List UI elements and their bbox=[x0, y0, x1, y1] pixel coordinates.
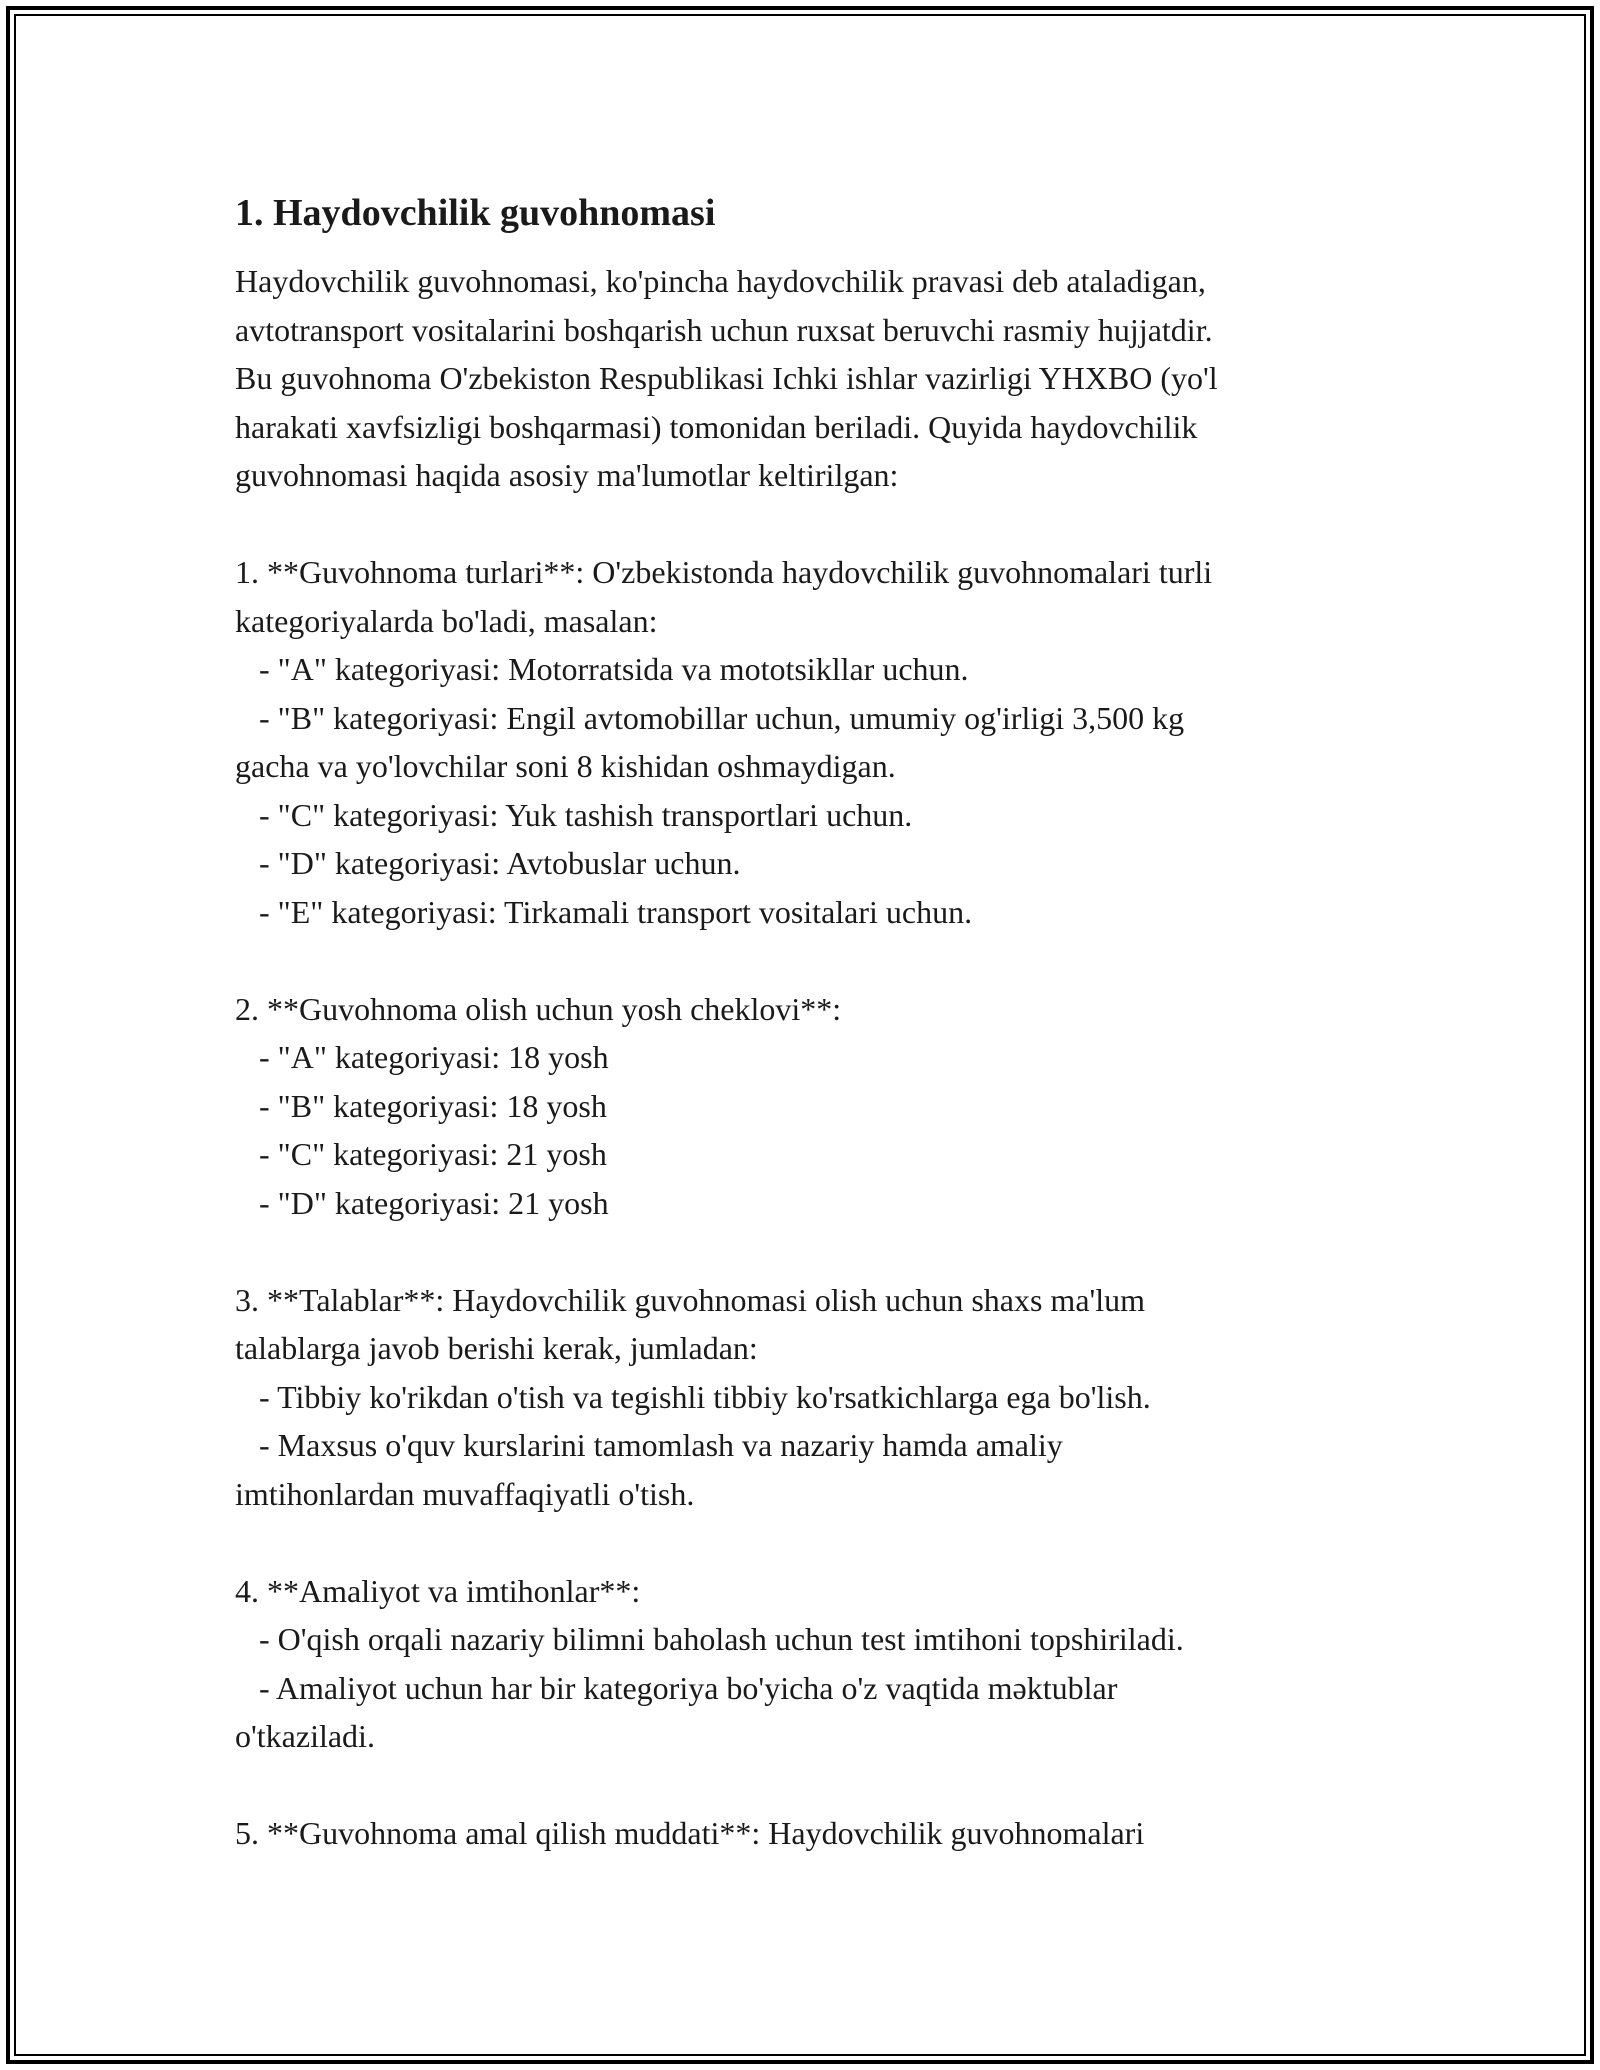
list-item: - "E" kategoriyasi: Tirkamali transport vositalari uchun. bbox=[235, 893, 973, 930]
blank-line bbox=[235, 936, 1385, 985]
intro-line: Bu guvohnoma O'zbekiston Respublikasi Ichki ishlar vazirligi YHXBO (yo'l bbox=[235, 360, 1218, 396]
section-line: 2. **Guvohnoma olish uchun yosh cheklovi**: bbox=[235, 990, 842, 1027]
numbered-section bbox=[235, 1276, 1385, 1519]
intro-line: avtotransport vositalarini boshqarish uchun ruxsat beruvchi rasmiy hujjatdir. bbox=[235, 311, 1213, 348]
section-line: talablarga javob berishi kerak, jumladan: bbox=[235, 1330, 758, 1366]
blank-line bbox=[235, 500, 1385, 549]
section-line: 1. **Guvohnoma turlari**: O'zbekistonda haydovchilik guvohnomalari turli bbox=[235, 554, 1213, 590]
document-body bbox=[235, 185, 1385, 1858]
intro-line: harakati xavfsizligi boshqarmasi) tomonidan beriladi. Quyida haydovchilik bbox=[235, 408, 1198, 445]
section-line: 4. **Amaliyot va imtihonlar**: bbox=[235, 1572, 641, 1609]
intro-line: Haydovchilik guvohnomasi, ko'pincha haydovchilik pravasi deb ataladigan, bbox=[235, 263, 1206, 299]
sections-list bbox=[235, 500, 1385, 1858]
list-item: - "B" kategoriyasi: Engil avtomobillar uchun, umumiy og'irligi 3,500 kg bbox=[235, 699, 1185, 736]
list-item: - "C" kategoriyasi: Yuk tashish transportlari uchun. bbox=[235, 796, 913, 833]
blank-line bbox=[235, 1761, 1385, 1810]
numbered-section bbox=[235, 1567, 1385, 1761]
intro-line: guvohnomasi haqida asosiy ma'lumotlar keltirilgan: bbox=[235, 457, 899, 493]
numbered-section bbox=[235, 1809, 1385, 1858]
list-item: - "A" kategoriyasi: Motorratsida va mototsikllar uchun. bbox=[235, 651, 969, 687]
section-heading: 1. Haydovchilik guvohnomasi bbox=[235, 192, 716, 234]
numbered-section bbox=[235, 548, 1385, 936]
section-line: gacha va yo'lovchilar soni 8 kishidan oshmaydigan. bbox=[235, 748, 896, 784]
list-item: - "A" kategoriyasi: 18 yosh bbox=[235, 1039, 609, 1075]
list-item: - Maxsus o'quv kurslarini tamomlash va nazariy hamda amaliy bbox=[235, 1427, 1063, 1463]
section-line: o'tkaziladi. bbox=[235, 1718, 375, 1754]
list-item: - "B" kategoriyasi: 18 yosh bbox=[235, 1087, 607, 1124]
blank-line bbox=[235, 1227, 1385, 1276]
blank-line bbox=[235, 1518, 1385, 1567]
intro-paragraph bbox=[235, 257, 1385, 500]
list-item: - Tibbiy ko'rikdan o'tish va tegishli tibbiy ko'rsatkichlarga ega bo'lish. bbox=[235, 1378, 1151, 1415]
list-item: - "D" kategoriyasi: 21 yosh bbox=[235, 1184, 609, 1221]
section-line: 5. **Guvohnoma amal qilish muddati**: Haydovchilik guvohnomalari bbox=[235, 1815, 1145, 1851]
section-line: 3. **Talablar**: Haydovchilik guvohnomasi olish uchun shaxs ma'lum bbox=[235, 1281, 1146, 1318]
list-item: - "D" kategoriyasi: Avtobuslar uchun. bbox=[235, 845, 741, 881]
numbered-section bbox=[235, 985, 1385, 1228]
section-line: kategoriyalarda bo'ladi, masalan: bbox=[235, 602, 658, 639]
list-item: - O'qish orqali nazariy bilimni baholash uchun test imtihoni topshiriladi. bbox=[235, 1621, 1184, 1657]
list-item: - "C" kategoriyasi: 21 yosh bbox=[235, 1136, 607, 1172]
section-line: imtihonlardan muvaffaqiyatli o'tish. bbox=[235, 1475, 695, 1512]
list-item: - Amaliyot uchun har bir kategoriya bo'yicha o'z vaqtida məktublar bbox=[235, 1669, 1118, 1706]
